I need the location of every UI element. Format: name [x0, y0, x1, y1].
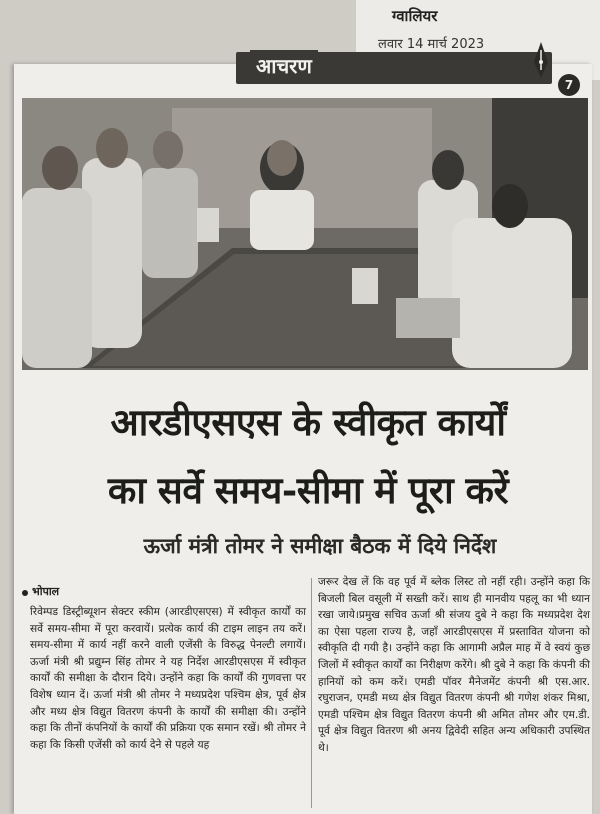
article-body-right-column: जरूर देख लें कि वह पूर्व में ब्लेक लिस्ट तो नहीं रही। उन्होंने कहा कि बिजली बिल वसूली में सख्ती करें। साथ ही मानवीय पहलू का भी ध्यान रखा जाये।प्रमुख सचिव ऊर्जा श्री संजय दुबे ने कहा कि मध्यप्रदेश देश का ऐसा पहला राज्य है, जहाँ आरडीएसएस में प्रस्तावित योजना को स्वीकृति दी गयी है। उन्होंने कहा कि आगामी अप्रैल माह में वे स्वयं कुछ जिलों में स्वीकृत कार्यों का निरीक्षण करेंगे। श्री दुबे ने कहा कि कंपनी की हानियों को कम करें। एमडी पॉवर मैनेजमेंट कंपनी श्री एस.आर. रघुराजन, एमडी मध्य क्षेत्र विद्युत वितरण कंपनी श्री गणेश शंकर मिश्रा, एमडी पश्चिम क्षेत्र विद्युत वितरण कंपनी श्री अमित तोमर और एम.डी. पूर्व क्षेत्र विद्युत वितरण श्री अनय द्विवेदी सहित अन्य अधिकारी उपस्थित थे। [318, 576, 590, 754]
meeting-photo [22, 98, 588, 370]
article-body-left-column: रिवेम्पड डिस्ट्रीब्यूशन सेक्टर स्कीम (आरडीएसएस) में स्वीकृत कार्यों का सर्वे समय-सीमा में पूरा करवायें। प्रत्येक कार्य की टाइम लाइन तय करें। समय-सीमा में कार्य नहीं करने वाली एजेंसी के विरुद्ध पेनल्टी लगायें। ऊर्जा मंत्री श्री प्रद्युम्न सिंह तोमर ने यह निर्देश आरडीएसएस में स्वीकृत कार्यों की समीक्षा के दौरान दिये। उन्होंने कहा कि कार्यों की गुणवत्ता पर विशेष ध्यान दें। ऊर्जा मंत्री श्री तोमर ने मध्यप्रदेश पश्चिम क्षेत्र, पूर्व क्षेत्र और मध्य क्षेत्र विद्युत वितरण कंपनी के कार्यों की समीक्षा की। उन्होंने कहा कि तीनों कंपनियों के कार्यों की प्रक्रिया एक समान रखें। श्री तोमर ने कहा कि किसी एजेंसी को कार्य देने से पहले यह [30, 606, 306, 751]
article-byline: भोपाल [32, 585, 60, 598]
pen-nib-icon [530, 40, 552, 80]
section-label: आचरण [250, 50, 318, 82]
article-headline [20, 388, 596, 524]
dateline-date: लवार 14 मार्च 2023 [378, 37, 485, 52]
column-divider [311, 578, 312, 808]
page-number-badge: 7 [558, 74, 580, 96]
dateline-city: ग्वालियर [392, 7, 438, 25]
headline-line-1: आरडीएसएस के स्वीकृत कार्यों [110, 400, 506, 444]
article-subheadline: ऊर्जा मंत्री तोमर ने समीक्षा बैठक में दिये निर्देश [143, 534, 497, 558]
byline-bullet-icon [22, 590, 28, 596]
headline-line-2: का सर्वे समय-सीमा में पूरा करें [107, 468, 509, 512]
